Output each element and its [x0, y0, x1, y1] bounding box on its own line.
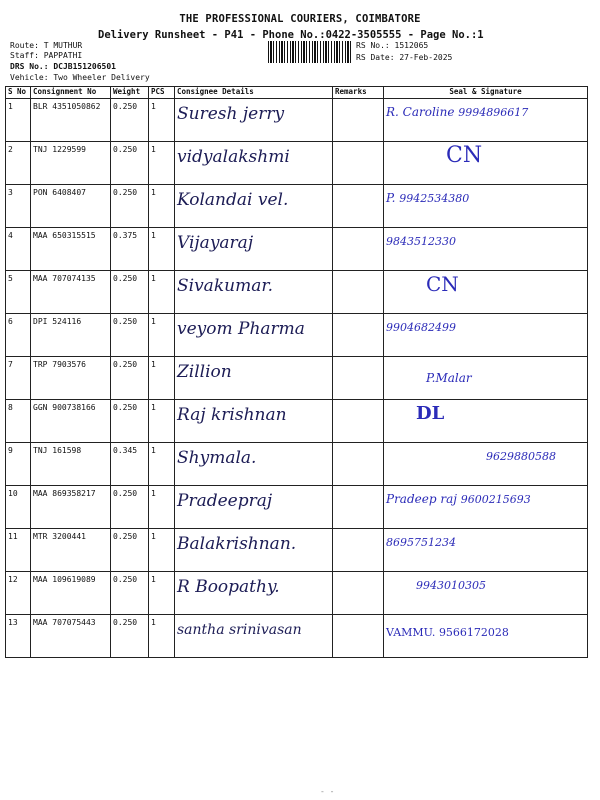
consignee-handwritten: Shymala. — [177, 448, 257, 468]
table-row — [6, 228, 588, 271]
table-row — [6, 142, 588, 185]
col-signature: Seal & Signature — [384, 87, 588, 99]
consignee-handwritten: santha srinivasan — [177, 622, 302, 638]
table-row — [6, 615, 588, 658]
row-pcs: 1 — [149, 486, 175, 529]
col-weight: Weight — [111, 87, 149, 99]
row-weight: 0.250 — [111, 142, 149, 185]
rs-number: RS No.: 1512065 — [356, 41, 429, 50]
col-consignment: Consignment No — [31, 87, 111, 99]
table-row — [6, 357, 588, 400]
signature: P. 9942534380 — [386, 191, 470, 205]
row-consignment-no: MAA 650315515 — [31, 228, 111, 271]
consignee-handwritten: Zillion — [177, 362, 232, 382]
row-weight: 0.250 — [111, 572, 149, 615]
col-pcs: PCS — [149, 87, 175, 99]
table-row — [6, 400, 588, 443]
rs-date: RS Date: 27-Feb-2025 — [356, 53, 453, 62]
row-sno: 12 — [6, 572, 31, 615]
row-weight: 0.250 — [111, 615, 149, 658]
signature: P.Malar — [426, 371, 472, 385]
table-row — [6, 99, 588, 142]
row-consignment-no: MAA 707074135 — [31, 271, 111, 314]
col-remarks: Remarks — [333, 87, 384, 99]
table-row — [6, 271, 588, 314]
table-row — [6, 443, 588, 486]
row-pcs: 1 — [149, 142, 175, 185]
signature: VAMMU. 9566172028 — [386, 626, 509, 639]
row-sno: 7 — [6, 357, 31, 400]
row-consignment-no: DPI 524116 — [31, 314, 111, 357]
signature: CN — [446, 143, 483, 168]
row-consignment-no: MTR 3200441 — [31, 529, 111, 572]
row-pcs: 1 — [149, 529, 175, 572]
table-row — [6, 572, 588, 615]
row-weight: 0.250 — [111, 357, 149, 400]
signature: 9629880588 — [486, 450, 556, 463]
row-consignment-no: MAA 109619089 — [31, 572, 111, 615]
table-row — [6, 486, 588, 529]
table-row — [6, 185, 588, 228]
row-consignment-no: TRP 7903576 — [31, 357, 111, 400]
row-pcs: 1 — [149, 400, 175, 443]
row-consignment-no: MAA 707075443 — [31, 615, 111, 658]
table-row — [6, 529, 588, 572]
row-sno: 8 — [6, 400, 31, 443]
row-weight: 0.250 — [111, 99, 149, 142]
row-sno: 4 — [6, 228, 31, 271]
row-consignment-no: MAA 869358217 — [31, 486, 111, 529]
row-weight: 0.250 — [111, 314, 149, 357]
col-consignee: Consignee Details — [175, 87, 333, 99]
consignee-handwritten: Kolandai vel. — [177, 190, 289, 210]
drs-label: DRS No.: DCJB151206501 — [10, 62, 116, 71]
row-pcs: 1 — [149, 314, 175, 357]
row-pcs: 1 — [149, 572, 175, 615]
col-sno: S No — [6, 87, 31, 99]
row-sno: 11 — [6, 529, 31, 572]
row-weight: 0.250 — [111, 400, 149, 443]
signature: Pradeep raj 9600215693 — [386, 492, 531, 506]
row-pcs: 1 — [149, 615, 175, 658]
signature: 8695751234 — [386, 536, 456, 549]
runsheet-table — [5, 86, 588, 658]
vehicle-label: Vehicle: Two Wheeler Delivery — [10, 73, 150, 82]
barcode — [268, 41, 352, 63]
page-mark: - - — [320, 787, 335, 796]
row-pcs: 1 — [149, 357, 175, 400]
row-weight: 0.375 — [111, 228, 149, 271]
staff-label: Staff: PAPPATHI — [10, 51, 83, 60]
consignee-handwritten: Suresh jerry — [177, 104, 285, 124]
row-pcs: 1 — [149, 99, 175, 142]
row-sno: 6 — [6, 314, 31, 357]
route-label: Route: T MUTHUR — [10, 41, 83, 50]
row-sno: 9 — [6, 443, 31, 486]
consignee-handwritten: vidyalakshmi — [177, 147, 290, 167]
table-row — [6, 314, 588, 357]
consignee-handwritten: Vijayaraj — [177, 233, 254, 253]
row-sno: 3 — [6, 185, 31, 228]
consignee-handwritten: Sivakumar. — [177, 276, 273, 296]
row-weight: 0.250 — [111, 185, 149, 228]
row-pcs: 1 — [149, 185, 175, 228]
row-sno: 1 — [6, 99, 31, 142]
runsheet-title: THE PROFESSIONAL COURIERS, COIMBATORE — [179, 13, 421, 25]
row-consignment-no: TNJ 161598 — [31, 443, 111, 486]
row-consignment-no: GGN 900738166 — [31, 400, 111, 443]
signature: 9943010305 — [416, 579, 486, 592]
row-weight: 0.345 — [111, 443, 149, 486]
row-consignment-no: BLR 4351050862 — [31, 99, 111, 142]
row-weight: 0.250 — [111, 486, 149, 529]
row-consignment-no: PON 6408407 — [31, 185, 111, 228]
row-pcs: 1 — [149, 228, 175, 271]
row-weight: 0.250 — [111, 271, 149, 314]
table-header-row — [6, 87, 588, 99]
row-sno: 10 — [6, 486, 31, 529]
signature: DL — [416, 403, 445, 424]
runsheet-subtitle: Delivery Runsheet - P41 - Phone No.:0422-3505555 - Page No.:1 — [98, 29, 484, 41]
signature: CN — [426, 272, 459, 296]
consignee-handwritten: Pradeepraj — [177, 491, 273, 511]
row-consignment-no: TNJ 1229599 — [31, 142, 111, 185]
row-sno: 13 — [6, 615, 31, 658]
row-pcs: 1 — [149, 443, 175, 486]
row-pcs: 1 — [149, 271, 175, 314]
signature: 9904682499 — [386, 321, 456, 334]
row-weight: 0.250 — [111, 529, 149, 572]
signature: R. Caroline 9994896617 — [386, 105, 529, 119]
row-sno: 2 — [6, 142, 31, 185]
consignee-handwritten: veyom Pharma — [177, 319, 305, 339]
consignee-handwritten: R Boopathy. — [177, 577, 280, 597]
consignee-handwritten: Balakrishnan. — [177, 534, 297, 554]
row-sno: 5 — [6, 271, 31, 314]
consignee-handwritten: Raj krishnan — [177, 405, 287, 425]
signature: 9843512330 — [386, 235, 456, 248]
